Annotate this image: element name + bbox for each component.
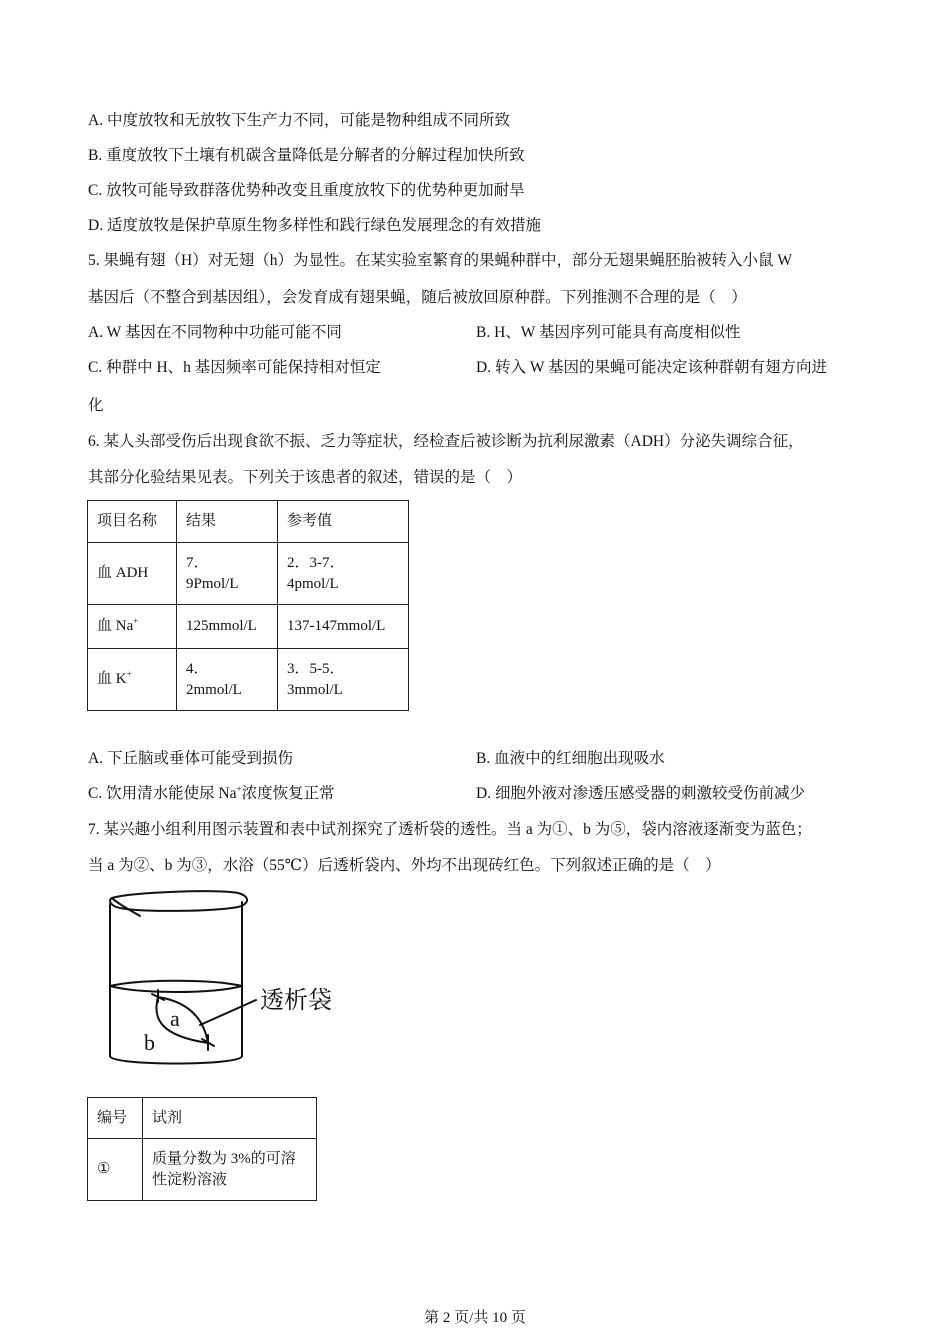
q6-option-d: D. 细胞外液对渗透压感受器的刺激较受伤前减少	[476, 785, 805, 802]
q6-option-c: C. 饮用清水能使尿 Na+浓度恢复正常	[88, 784, 335, 802]
label-leader-line	[200, 1000, 256, 1025]
q6-table-header	[88, 501, 409, 543]
label-a: a	[170, 1006, 180, 1031]
q7-header-reagent: 试剂	[143, 1098, 317, 1139]
q5-stem-line2: 基因后（不整合到基因组），会发育成有翅果蝇，随后被放回原种群。下列推测不合理的是（ ）	[88, 289, 747, 306]
q6-row-result: 7． 9Pmol/L	[177, 543, 278, 605]
q5-option-b: B. H、W 基因序列可能具有高度相似性	[476, 324, 741, 341]
q5-option-a: A. W 基因在不同物种中功能可能不同	[88, 324, 342, 341]
q6-row-ref: 137-147mmol/L	[278, 605, 409, 649]
q6-option-a: A. 下丘脑或垂体可能受到损伤	[88, 750, 293, 767]
q6-row-ref: 2．3-7． 4pmol/L	[278, 543, 409, 605]
q6-stem-line2: 其部分化验结果见表。下列关于该患者的叙述，错误的是（ ）	[88, 469, 523, 486]
q5-option-d: D. 转入 W 基因的果蝇可能决定该种群朝有翅方向进	[476, 359, 828, 376]
q7-stem-line1: 7. 某兴趣小组利用图示装置和表中试剂探究了透析袋的透性。当 a 为①、b 为⑤，袋内溶液逐渐变为蓝色；	[88, 821, 812, 838]
q7-row-id: ①	[88, 1139, 143, 1201]
q6-header-name: 项目名称	[88, 501, 177, 543]
q4-option-c: C. 放牧可能导致群落优势种改变且重度放牧下的优势种更加耐旱	[88, 182, 525, 199]
q7-stem-line2: 当 a 为②、b 为③，水浴（55℃）后透析袋内、外均不出现砖红色。下列叙述正确的是（ ）	[88, 857, 721, 874]
q6-row-ref: 3．5-5． 3mmol/L	[278, 649, 409, 711]
label-b: b	[144, 1030, 155, 1055]
q5-option-d-wrap: 化	[88, 397, 104, 414]
liquid-surface-back	[110, 981, 242, 986]
q6-table-row	[88, 649, 409, 711]
q6-table-row	[88, 605, 409, 649]
q5-stem-line1: 5. 果蝇有翅（H）对无翅（h）为显性。在某实验室繁育的果蝇种群中，部分无翅果蝇胚胎被转入小鼠 W	[88, 252, 792, 269]
q6-table-row	[88, 543, 409, 605]
q4-option-b: B. 重度放牧下土壤有机碳含量降低是分解者的分解过程加快所致	[88, 147, 525, 164]
q7-header-id: 编号	[88, 1098, 143, 1139]
q6-row-name: 血 Na+	[88, 605, 177, 649]
q7-row-reagent: 质量分数为 3%的可溶 性淀粉溶液	[143, 1139, 317, 1201]
q7-reagent-table	[87, 1097, 317, 1201]
beaker-rim	[110, 891, 247, 911]
liquid-surface	[110, 986, 242, 992]
q6-lab-table	[87, 500, 409, 711]
page-footer: 第 2 页/共 10 页	[424, 1310, 526, 1326]
dialysis-bag-label: 透析袋	[260, 986, 332, 1014]
q6-row-name: 血 K+	[88, 649, 177, 711]
q7-table-header	[88, 1098, 317, 1139]
q4-option-d: D. 适度放牧是保护草原生物多样性和践行绿色发展理念的有效措施	[88, 217, 541, 234]
q7-table-row	[88, 1139, 317, 1201]
q4-option-a: A. 中度放牧和无放牧下生产力不同，可能是物种组成不同所致	[88, 112, 510, 129]
q6-row-result: 4． 2mmol/L	[177, 649, 278, 711]
q6-header-ref: 参考值	[278, 501, 409, 543]
beaker-bottom	[110, 1056, 242, 1064]
q5-option-c: C. 种群中 H、h 基因频率可能保持相对恒定	[88, 359, 381, 376]
q6-stem-line1: 6. 某人头部受伤后出现食欲不振、乏力等症状，经检查后被诊断为抗利尿激素（ADH）分泌失调综合征，	[88, 433, 804, 450]
q6-option-b: B. 血液中的红细胞出现吸水	[476, 750, 665, 767]
q6-header-result: 结果	[177, 501, 278, 543]
q6-row-result: 125mmol/L	[177, 605, 278, 649]
dialysis-bag	[156, 997, 208, 1043]
q6-row-name: 血 ADH	[88, 543, 177, 605]
dialysis-bag-beaker-figure	[100, 890, 360, 1080]
